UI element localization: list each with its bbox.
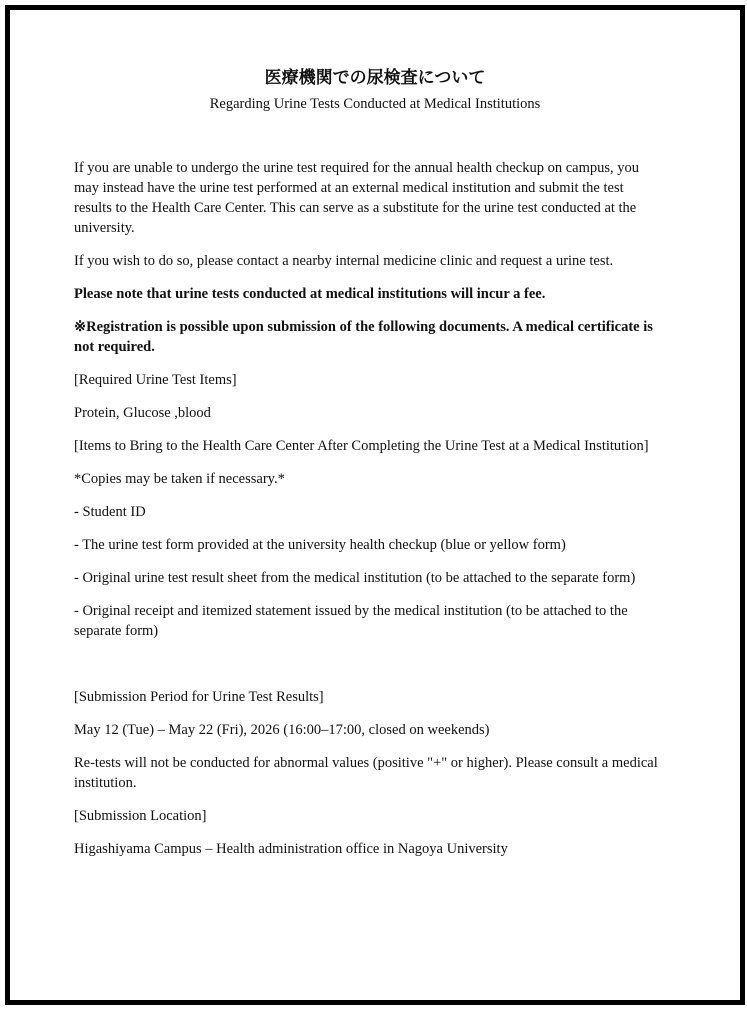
intro-paragraph: If you are unable to undergo the urine test required for the annual health checkup on campus, you may instead have the urine test performed at an external medical institution and submit the test results to the Health Care Center. This can serve as a substitute for the urine test conducted at the university. [74,160,640,236]
submission-period-dates: May 12 (Tue) – May 22 (Fri), 2026 (16:00–17:00, closed on weekends) [74,722,490,738]
list-item: - Original urine test result sheet from the medical institution (to be attached to the separate form) [74,570,636,586]
submission-period-heading: [Submission Period for Urine Test Results] [74,689,324,705]
list-item: - Original receipt and itemized statement issued by the medical institution (to be attached to the separate form) [74,603,628,639]
page-subtitle-english: Regarding Urine Tests Conducted at Medical Institutions [209,96,541,112]
copies-note: *Copies may be taken if necessary.* [74,471,285,487]
section-spacer [74,654,664,687]
fee-notice: Please note that urine tests conducted at medical institutions will incur a fee. [74,286,546,302]
document-body [74,158,664,872]
required-items-heading: [Required Urine Test Items] [74,372,237,388]
contact-clinic-paragraph: If you wish to do so, please contact a nearby internal medicine clinic and request a urine test. [74,253,614,269]
list-item: - The urine test form provided at the university health checkup (blue or yellow form) [74,537,566,553]
submission-location: Higashiyama Campus – Health administration office in Nagoya University [74,841,508,857]
items-to-bring-heading: [Items to Bring to the Health Care Center After Completing the Urine Test at a Medical Institution] [74,438,649,454]
submission-location-heading: [Submission Location] [74,808,207,824]
page-title-japanese: 医療機関での尿検査について [264,68,486,88]
registration-notice: ※Registration is possible upon submission of the following documents. A medical certificate is not required. [74,319,653,355]
document-page [5,5,745,1005]
list-item: - Student ID [74,504,146,520]
retest-note: Re-tests will not be conducted for abnormal values (positive "+" or higher). Please consult a medical institution. [74,755,658,791]
required-items-list: Protein, Glucose ,blood [74,405,211,421]
